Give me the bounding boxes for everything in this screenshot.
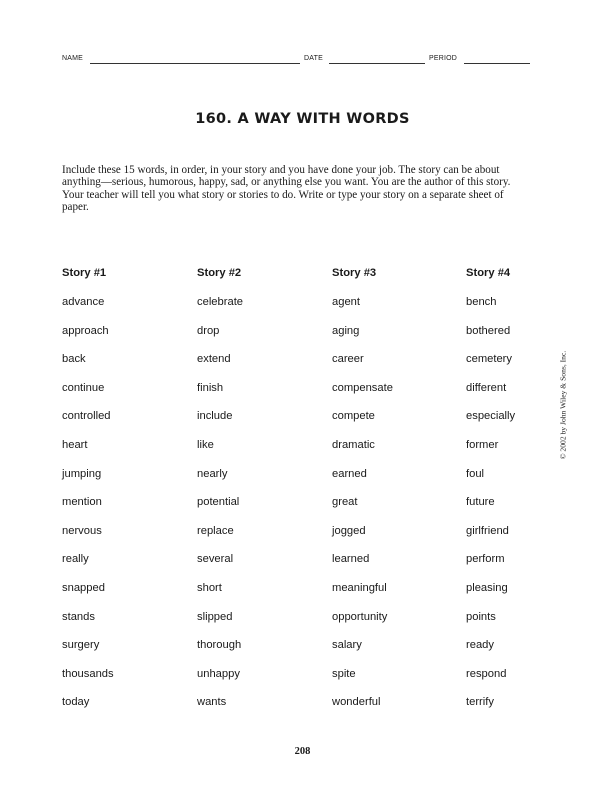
word-item: unhappy xyxy=(197,667,240,680)
word-item: bench xyxy=(466,296,497,308)
word-item: respond xyxy=(466,667,507,680)
word-item: several xyxy=(197,553,234,566)
word-item: earned xyxy=(332,467,367,480)
period-label: PERIOD xyxy=(429,55,458,62)
story-column xyxy=(332,265,452,723)
word-item: future xyxy=(466,496,495,509)
word-item: points xyxy=(466,610,496,623)
word-item: drop xyxy=(197,324,220,337)
page-title: 160. A WAY WITH WORDS xyxy=(195,111,410,127)
word-item: opportunity xyxy=(332,610,388,623)
instructions-paragraph: Include these 15 words, in order, in your story and you have done your job. The story can be about anything—serious, humorous, happy, sad, or anything else you want. You are the author of this story. Your teacher will tell you what story or stories to do. Write or type your story on a separate sheet of paper. xyxy=(62,164,511,213)
word-item: extend xyxy=(197,353,231,366)
word-item: great xyxy=(332,496,358,509)
word-item: slipped xyxy=(197,610,233,623)
word-item: wonderful xyxy=(332,696,381,709)
word-item: back xyxy=(62,353,86,366)
word-item: continue xyxy=(62,381,105,394)
word-item: celebrate xyxy=(197,296,244,308)
word-item: include xyxy=(197,410,233,423)
word-item: snapped xyxy=(62,581,105,594)
word-item: finish xyxy=(197,381,224,394)
word-item: salary xyxy=(332,639,362,652)
word-item: perform xyxy=(466,553,505,566)
word-item: jogged xyxy=(332,524,366,537)
word-item: ready xyxy=(466,639,494,652)
word-item: today xyxy=(62,696,90,709)
story-column xyxy=(466,265,586,723)
story-heading: Story #3 xyxy=(332,267,377,279)
word-item: replace xyxy=(197,524,234,537)
copyright-text: © 2002 by John Wiley & Sons, Inc. xyxy=(558,350,568,460)
story-column xyxy=(62,265,182,723)
word-item: cemetery xyxy=(466,353,513,366)
word-item: different xyxy=(466,381,507,394)
date-label: DATE xyxy=(304,55,323,62)
word-item: girlfriend xyxy=(466,524,509,537)
word-item: spite xyxy=(332,667,356,680)
word-item: compete xyxy=(332,410,375,423)
word-item: dramatic xyxy=(332,438,375,451)
story-heading: Story #1 xyxy=(62,267,107,279)
page-number: 208 xyxy=(294,746,311,757)
word-item: potential xyxy=(197,496,240,509)
word-item: surgery xyxy=(62,639,100,652)
word-item: foul xyxy=(466,467,485,480)
word-item: meaningful xyxy=(332,581,387,594)
word-item: controlled xyxy=(62,410,111,423)
name-blank xyxy=(90,63,300,64)
word-item: wants xyxy=(197,696,227,709)
word-item: terrify xyxy=(466,696,494,709)
name-label: NAME xyxy=(62,55,84,62)
word-item: former xyxy=(466,438,499,451)
word-item: nearly xyxy=(197,467,228,480)
word-item: jumping xyxy=(62,467,102,480)
story-heading: Story #2 xyxy=(197,267,242,279)
word-item: bothered xyxy=(466,324,511,337)
word-item: pleasing xyxy=(466,581,508,594)
word-item: compensate xyxy=(332,381,393,394)
word-item: short xyxy=(197,581,222,594)
word-item: thousands xyxy=(62,667,114,680)
date-blank xyxy=(329,63,425,64)
word-item: stands xyxy=(62,610,95,623)
word-item: especially xyxy=(466,410,516,423)
word-item: learned xyxy=(332,553,370,566)
word-item: like xyxy=(197,438,214,451)
word-item: mention xyxy=(62,496,102,509)
word-item: aging xyxy=(332,324,360,337)
word-item: career xyxy=(332,353,364,366)
word-item: approach xyxy=(62,324,109,337)
period-blank xyxy=(464,63,530,64)
story-heading: Story #4 xyxy=(466,267,511,279)
word-item: advance xyxy=(62,296,105,308)
story-column xyxy=(197,265,317,723)
word-item: thorough xyxy=(197,639,242,652)
word-item: really xyxy=(62,553,89,566)
word-item: nervous xyxy=(62,524,102,537)
word-item: agent xyxy=(332,296,360,308)
word-item: heart xyxy=(62,438,88,451)
name-date-period-line xyxy=(62,55,532,67)
